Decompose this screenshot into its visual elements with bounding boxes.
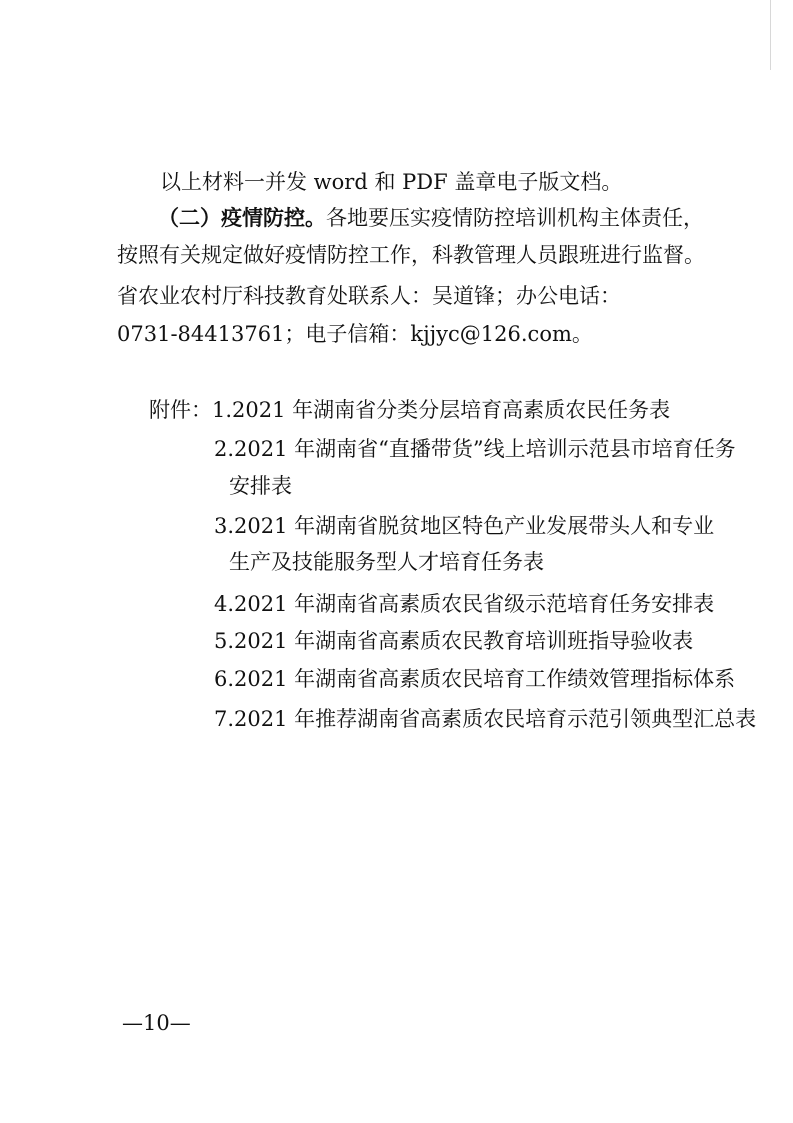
attachment-item-2-continued: 安排表	[229, 474, 292, 498]
scan-edge-mark	[770, 0, 771, 70]
attachment-item-6: 6.2021 年湖南省高素质农民培育工作绩效管理指标体系	[214, 667, 736, 691]
attachment-item-7: 7.2021 年推荐湖南省高素质农民培育示范引领典型汇总表	[214, 707, 757, 731]
attachment-item-3: 3.2021 年湖南省脱贫地区特色产业发展带头人和专业	[214, 514, 715, 538]
attachments-label: 附件：	[149, 398, 212, 422]
body-line-2	[158, 204, 704, 232]
body-line-1: 以上材料一并发 word 和 PDF 盖章电子版文档。	[160, 170, 623, 194]
attachment-item-5: 5.2021 年湖南省高素质农民教育培训班指导验收表	[214, 629, 694, 653]
body-line-2-text: 各地要压实疫情防控培训机构主体责任，	[326, 206, 704, 230]
body-line-4: 省农业农村厅科技教育处联系人：吴道锋；办公电话：	[117, 284, 621, 308]
attachment-item-4: 4.2021 年湖南省高素质农民省级示范培育任务安排表	[214, 592, 715, 616]
section-heading: （二）疫情防控。	[158, 205, 326, 230]
attachment-item-1: 1.2021 年湖南省分类分层培育高素质农民任务表	[212, 398, 671, 422]
body-line-5: 0731-84413761；电子信箱：kjjyc@126.com。	[117, 322, 593, 346]
attachment-item-3-continued: 生产及技能服务型人才培育任务表	[229, 550, 544, 574]
attachments-first-row	[149, 396, 670, 424]
body-line-3: 按照有关规定做好疫情防控工作，科教管理人员跟班进行监督。	[117, 243, 705, 267]
page-number: —10—	[122, 1011, 191, 1035]
attachment-item-2: 2.2021 年湖南省“直播带货”线上培训示范县市培育任务	[214, 437, 736, 461]
